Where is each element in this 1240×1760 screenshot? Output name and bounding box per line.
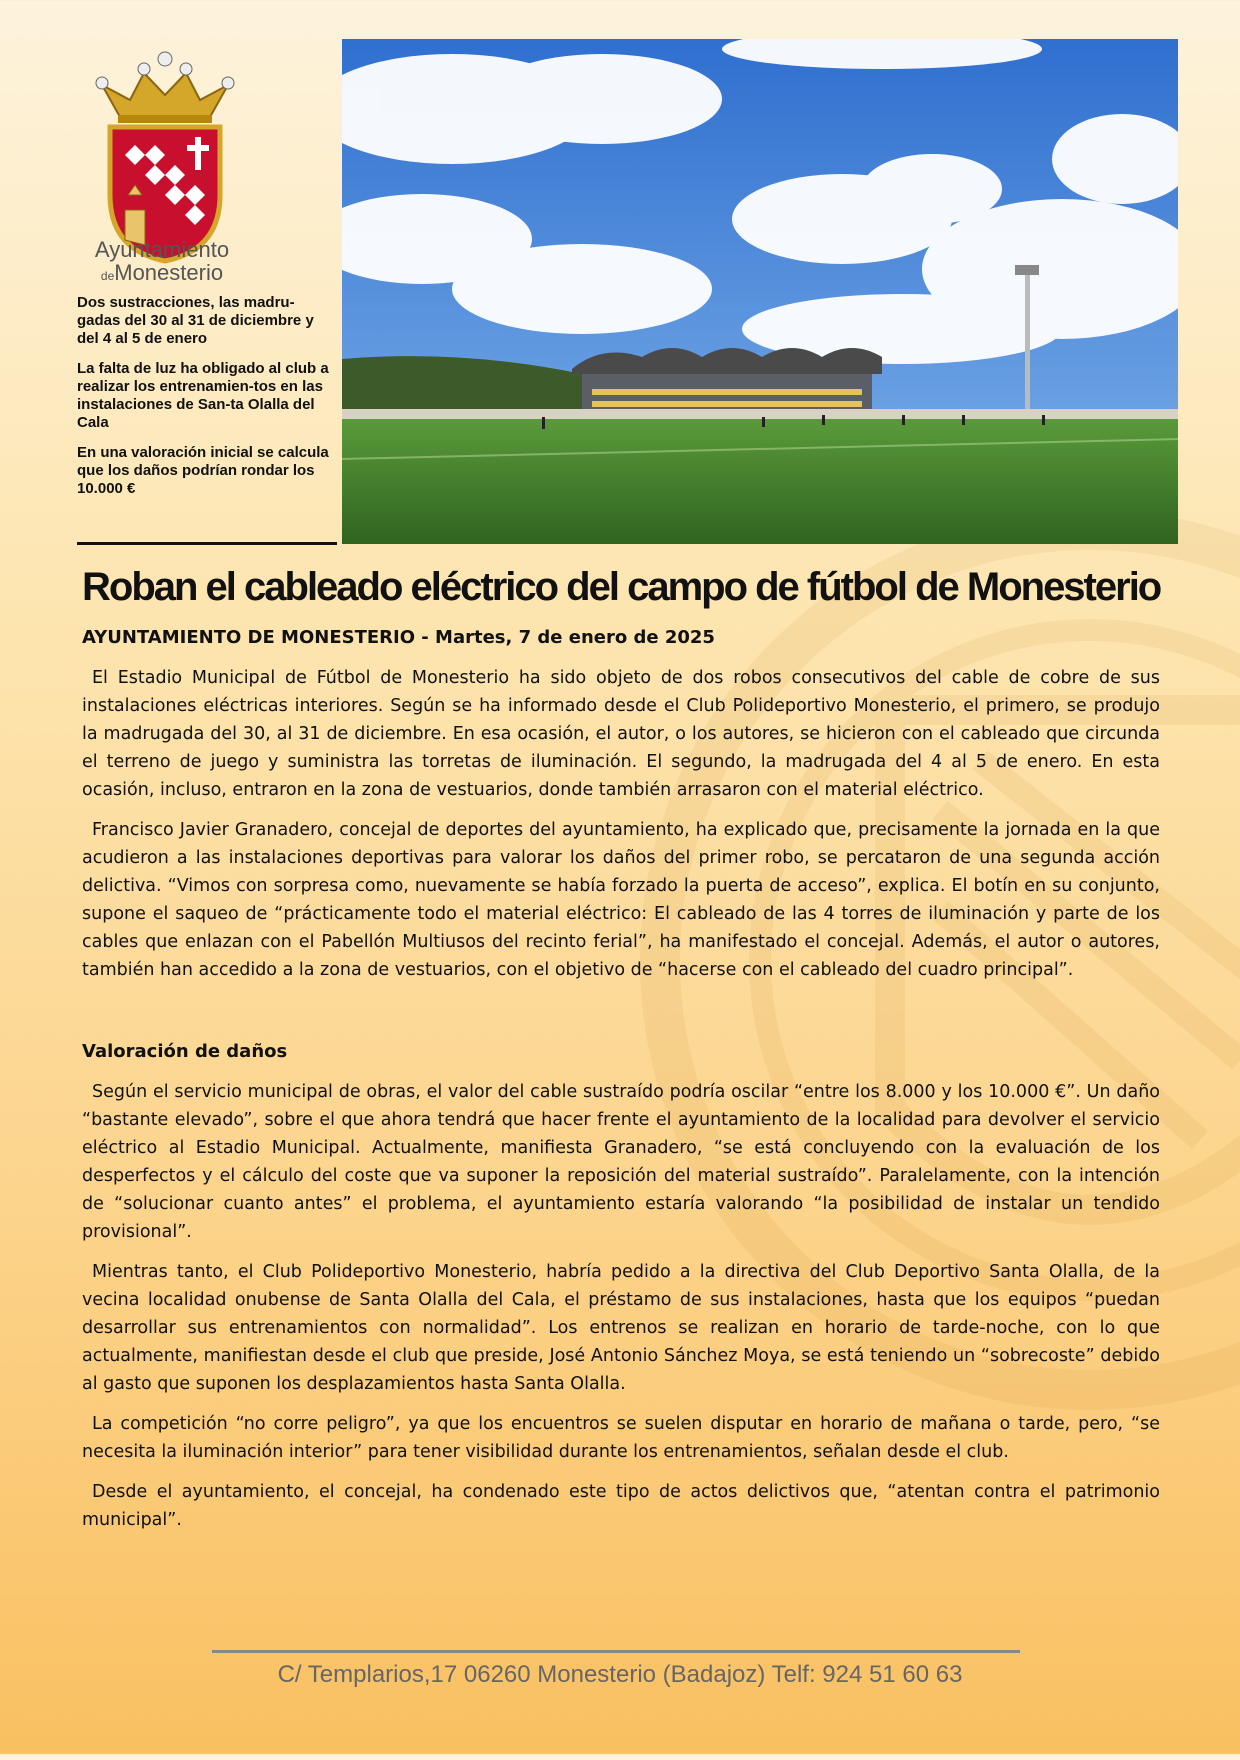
article-paragraph: Francisco Javier Granadero, concejal de deportes del ayuntamiento, ha explicado que, precisamente la jornada en la que acudieron a las instalaciones deportivas para valorar los daños del primer robo, se percataron de una segunda acción delictiva. “Vimos con sorpresa como, nuevamente se había forzado la puerta de acceso”, explica. El botín en su conjunto, supone el saqueo de “prácticamente todo el material eléctrico: El cableado de las 4 torres de iluminación y parte de los cables que enlazan con el Pabellón Multiusos del recinto ferial”, ha manifestado el concejal. Además, el autor o autores, también han accedido a la zona de vestuarios, con el objetivo de “hacerse con el cableado del cuadro principal”. bbox=[82, 820, 1160, 980]
organization-name bbox=[82, 238, 242, 284]
article-body bbox=[82, 664, 1160, 1546]
section-heading: Valoración de daños bbox=[82, 1041, 288, 1062]
footer-divider bbox=[212, 1650, 1020, 1653]
organization-name-line2: Monesterio bbox=[114, 260, 224, 286]
article-headline: Roban el cableado eléctrico del campo de fútbol de Monesterio bbox=[82, 565, 1161, 609]
article-byline: AYUNTAMIENTO DE MONESTERIO - Martes, 7 de enero de 2025 bbox=[82, 627, 715, 648]
article-paragraph: Mientras tanto, el Club Polideportivo Monesterio, habría pedido a la directiva del Club Deportivo Santa Olalla, de la vecina localidad onubense de Santa Olalla del Cala, el préstamo de sus instalaciones, hasta que los equipos “puedan desarrollar sus entrenamientos con normalidad”. Los entrenos se realizan en horario de tarde-noche, con lo que actualmente, manifiestan desde el club que preside, José Antonio Sánchez Moya, se está teniendo un “sobrecoste” debido al gasto que suponen los desplazamientos hasta Santa Olalla. bbox=[82, 1262, 1160, 1394]
highlight-item: La falta de luz ha obligado al club a realizar los entrenamien-tos en las instalaciones de San-ta Olalla del Cala bbox=[77, 360, 329, 431]
organization-name-line1: Ayuntamiento bbox=[94, 237, 230, 262]
article-paragraph: Desde el ayuntamiento, el concejal, ha condenado este tipo de actos delictivos que, “atentan contra el patrimonio municipal”. bbox=[82, 1482, 1160, 1530]
highlight-item: En una valoración inicial se calcula que los daños podrían rondar los 10.000 € bbox=[77, 444, 329, 497]
highlight-item: Dos sustracciones, las madru-gadas del 30 al 31 de diciembre y del 4 al 5 de enero bbox=[77, 294, 314, 347]
footer-address: C/ Templarios,17 06260 Monesterio (Badajoz) Telf: 924 51 60 63 bbox=[277, 1661, 963, 1688]
article-paragraph: Según el servicio municipal de obras, el valor del cable sustraído podría oscilar “entre los 8.000 y los 10.000 €”. Un daño “bastante elevado”, sobre el que ahora tendrá que hacer frente el ayuntamiento de la localidad para devolver el servicio eléctrico al Estadio Municipal. Actualmente, manifiesta Granadero, “se está concluyendo con la evaluación de los desperfectos y el cálculo del coste que va suponer la reposición del material sustraído”. Paralelamente, con la intención de “solucionar cuanto antes” el problema, el ayuntamiento estaría valorando “la posibilidad de instalar un tendido provisional”. bbox=[82, 1082, 1160, 1242]
article-paragraph: La competición “no corre peligro”, ya que los encuentros se suelen disputar en horario de mañana o tarde, pero, “se necesita la iluminación interior” para tener visibilidad durante los entrenamientos, señalan desde el club. bbox=[82, 1414, 1160, 1462]
highlights bbox=[77, 294, 333, 510]
organization-name-prefix: de bbox=[100, 269, 115, 284]
stadium-photo bbox=[342, 39, 1178, 544]
side-divider bbox=[77, 542, 337, 545]
article-paragraph: El Estadio Municipal de Fútbol de Monesterio ha sido objeto de dos robos consecutivos del cable de cobre de sus instalaciones eléctricas interiores. Según se ha informado desde el Club Polideportivo Monesterio, el primero, se produjo la madrugada del 30, al 31 de diciembre. En esa ocasión, el autor, o los autores, se hicieron con el cableado que circunda el terreno de juego y suministra las torretas de iluminación. El segundo, la madrugada del 4 al 5 de enero. En esta ocasión, incluso, entraron en la zona de vestuarios, donde también arrasaron con el material eléctrico. bbox=[82, 668, 1160, 800]
